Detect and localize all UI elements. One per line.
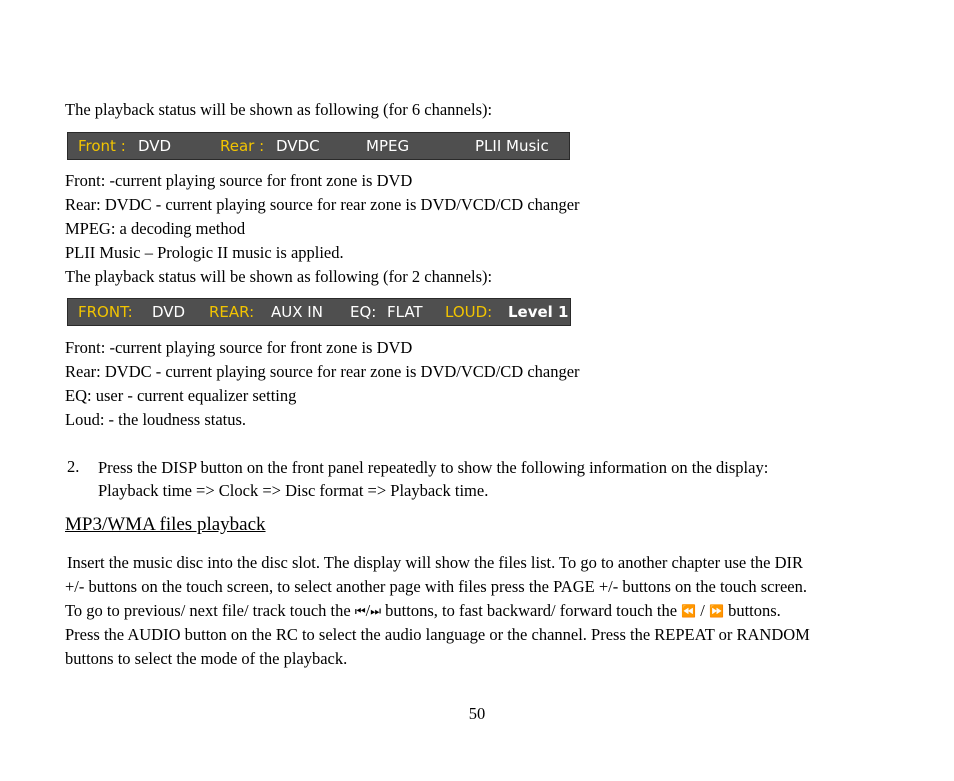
rear-value: AUX IN <box>271 303 323 321</box>
mp3-paragraph <box>65 551 895 671</box>
desc6-line: PLII Music – Prologic II music is applied. <box>65 243 344 262</box>
fast-forward-icon: ⏩ <box>708 604 724 618</box>
desc2-line: EQ: user - current equalizer setting <box>65 386 297 405</box>
step-line-1: Press the DISP button on the front panel repeatedly to show the following information on the display: <box>98 458 769 477</box>
eq-label: EQ: <box>350 303 377 321</box>
intro-2-channels: The playback status will be shown as following (for 2 channels): <box>65 267 493 286</box>
para-line-controls: To go to previous/ next file/ track touch the ⏮/⏭ buttons, to fast backward/ forward touch the ⏪ / ⏩ buttons. <box>65 599 895 623</box>
previous-track-icon: ⏮ <box>354 604 366 618</box>
desc2-line: Loud: - the loudness status. <box>65 410 247 429</box>
rear-value: DVDC <box>276 137 320 155</box>
rear-label: REAR: <box>209 303 255 321</box>
para-text: To go to previous/ next file/ track touch the <box>65 601 351 620</box>
next-track-icon: ⏭ <box>370 604 382 618</box>
rear-label: Rear : <box>220 137 265 155</box>
para-text: buttons. <box>728 601 781 620</box>
step-line-2: Playback time => Clock => Disc format => Playback time. <box>98 481 489 500</box>
rewind-icon: ⏪ <box>681 604 697 618</box>
page-number: 50 <box>468 704 486 723</box>
front-label: Front : <box>78 137 126 155</box>
desc6-line: Rear: DVDC - current playing source for rear zone is DVD/VCD/CD changer <box>65 195 580 214</box>
front-label: FRONT: <box>78 303 133 321</box>
loud-label: LOUD: <box>445 303 493 321</box>
desc2-line: Front: -current playing source for front zone is DVD <box>65 338 413 357</box>
desc6-line: Front: -current playing source for front zone is DVD <box>65 171 413 190</box>
intro-6-channels: The playback status will be shown as following (for 6 channels): <box>65 100 493 119</box>
mode-value: PLII Music <box>475 137 549 155</box>
section-heading: MP3/WMA files playback <box>65 514 266 535</box>
para-line: Press the AUDIO button on the RC to select the audio language or the channel. Press the REPEAT or RANDOM <box>65 625 810 644</box>
eq-value: FLAT <box>387 303 423 321</box>
desc6-line: MPEG: a decoding method <box>65 219 246 238</box>
para-line: Insert the music disc into the disc slot. The display will show the files list. To go to another chapter use the DIR <box>67 553 804 572</box>
para-text: buttons, to fast backward/ forward touch the <box>385 601 678 620</box>
front-value: DVD <box>152 303 186 321</box>
para-line: +/- buttons on the touch screen, to select another page with files press the PAGE +/- buttons on the touch screen. <box>65 577 808 596</box>
para-line: buttons to select the mode of the playback. <box>65 649 348 668</box>
loud-value: Level 1 <box>508 303 569 321</box>
desc2-line: Rear: DVDC - current playing source for rear zone is DVD/VCD/CD changer <box>65 362 580 381</box>
front-value: DVD <box>138 137 172 155</box>
status-bar-2-channels <box>67 298 571 326</box>
decoder-value: MPEG <box>366 137 410 155</box>
step-number: 2. <box>67 457 80 476</box>
status-bar-6-channels <box>67 132 570 160</box>
